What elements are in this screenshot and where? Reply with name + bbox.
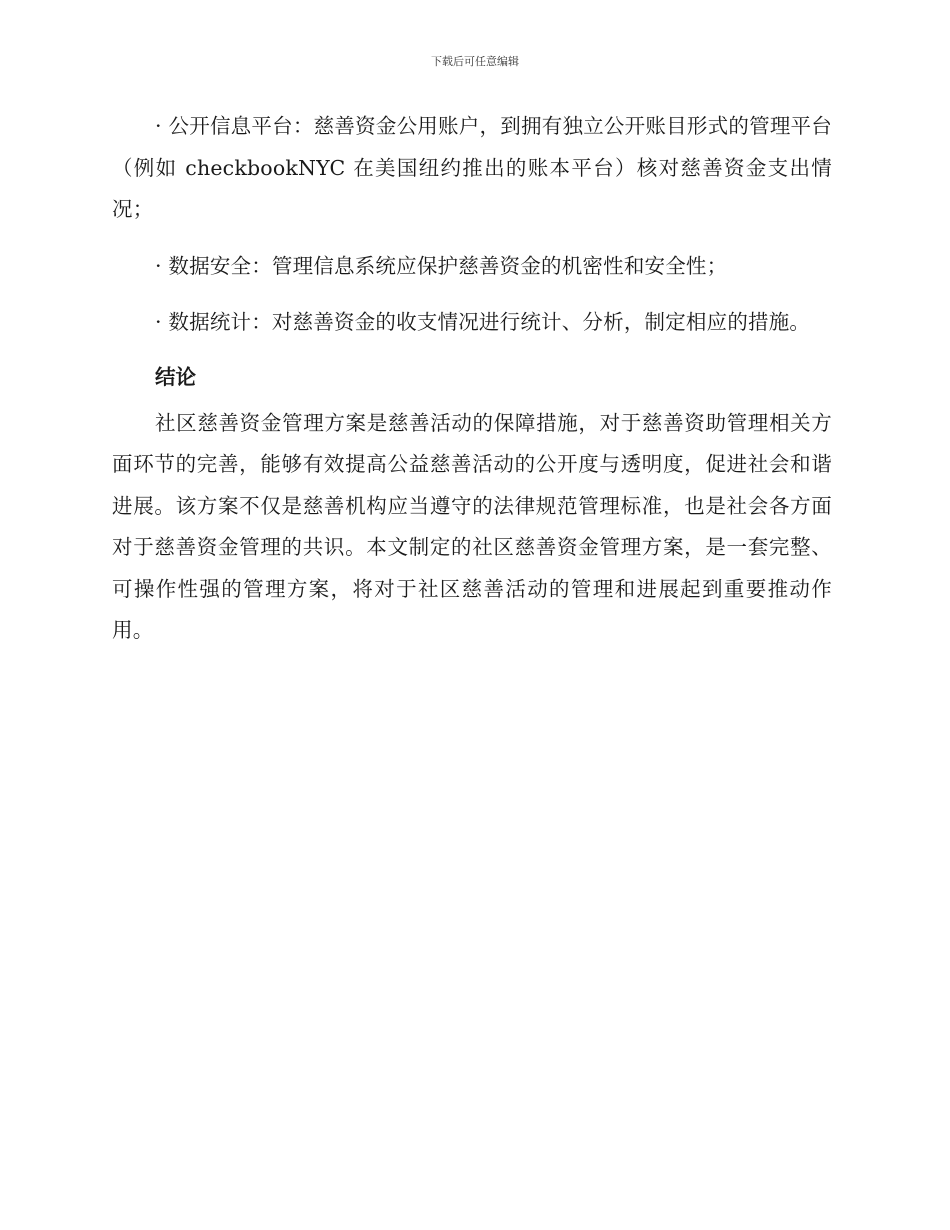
bullet-data-statistics: · 数据统计：对慈善资金的收支情况进行统计、分析，制定相应的措施。 [155, 310, 811, 334]
bullet-public-info-platform: · 公开信息平台：慈善资金公用账户，到拥有独立公开账目形式的管理平台（例如 checkbookNYC 在美国纽约推出的账本平台）核对慈善资金支出情况； [112, 114, 832, 221]
bullet-data-security: · 数据安全：管理信息系统应保护慈善资金的机密性和安全性； [155, 253, 728, 278]
page-header: 下载后可任意编辑 [431, 55, 519, 68]
conclusion-paragraph: 社区慈善资金管理方案是慈善活动的保障措施，对于慈善资助管理相关方面环节的完善，能够有效提高公益慈善活动的公开度与透明度，促进社会和谐进展。该方案不仅是慈善机构应当遵守的法律规范管理标准，也是社会各方面对于慈善资金管理的共识。本文制定的社区慈善资金管理方案，是一套完整、可操作性强的管理方案，将对于社区慈善活动的管理和进展起到重要推动作用。 [112, 410, 832, 642]
conclusion-heading: 结论 [155, 364, 196, 389]
document-body [112, 106, 832, 652]
